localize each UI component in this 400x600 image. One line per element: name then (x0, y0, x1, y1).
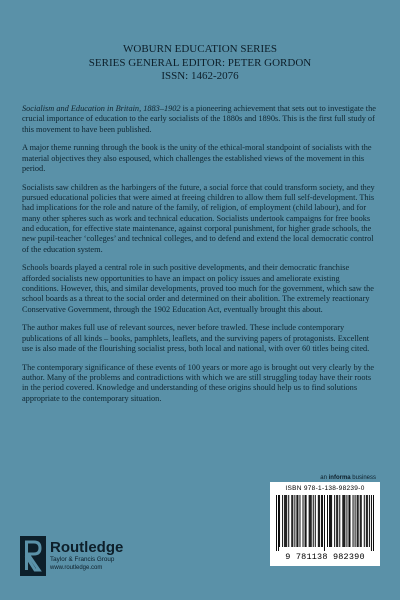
barcode-bar (284, 495, 285, 547)
barcode-bar (358, 495, 359, 547)
publisher-url: www.routledge.com (50, 565, 103, 571)
blurb-paragraph-6: The contemporary significance of these events of 100 years or more ago is brought out very clearly by the author. Many of the problems and contradictions with which we are still struggling today have their roots in the period covered. Knowledge and understanding of these origins should help us to find solutions appropriate to the contemporary situation. (22, 362, 375, 403)
barcode-bar (342, 495, 343, 547)
barcode-bar (364, 495, 365, 547)
blurb-paragraph-1-rest: is a pioneering achievement that sets out to investigate the crucial importance of education to the early socialists of the 1880s and 1890s. This is the first full study of this movement to have been published. (22, 104, 376, 134)
barcode-bar (292, 495, 293, 547)
barcode-digits: 9 781138 982390 (285, 552, 365, 562)
blurb-text (22, 104, 378, 412)
barcode-bar (315, 495, 316, 547)
barcode-bar (310, 495, 311, 547)
barcode-bar (285, 495, 286, 547)
barcode-bar (350, 495, 351, 547)
blurb-paragraph-1 (22, 104, 378, 135)
barcode-bar (309, 495, 310, 547)
barcode-bar (334, 495, 335, 547)
barcode-bar (321, 495, 322, 547)
blurb-paragraph-3: Socialists saw children as the harbingers of the future, a social force that could transform society, and they pursued educational policies that were aimed at freeing children to allow them full self-development. This had implications for the role and nature of the family, of religion, of employment (child labour), and for many other spheres such as work and technical education. Socialists undertook campaigns for free books and education, for effective state maintenance, against corporal punishment, for higher grade schools, the new pupil-teacher ‘colleges’ and technical colleges, and to defend and extend the local democratic control of the education system. (22, 182, 375, 254)
routledge-logo-icon (20, 536, 46, 576)
barcode-bar (339, 495, 340, 547)
series-issn: ISSN: 1462-2076 (161, 70, 239, 82)
barcode-bar (369, 495, 370, 547)
publisher-group: Taylor & Francis Group (50, 556, 115, 563)
barcode-bar (278, 495, 279, 551)
blurb-paragraph-2: A major theme running through the book is the unity of the ethical-moral standpoint of socialists with the material objectives they also espoused, which challenges the established views of the movement in this period. (22, 143, 372, 173)
barcode-bar (291, 495, 292, 547)
publisher-name: Routledge (50, 539, 124, 556)
barcode-bar (303, 495, 304, 547)
barcode-bar (361, 495, 362, 547)
barcode-box (270, 482, 380, 566)
barcode-bar (330, 495, 331, 547)
isbn-label: ISBN 978-1-138-98239-0 (285, 485, 365, 492)
barcode-bar (327, 495, 328, 547)
barcode-bar (336, 495, 337, 547)
barcode-bar (294, 495, 295, 547)
barcode-bar (343, 495, 344, 547)
barcode-bar (331, 495, 332, 547)
barcode-bar (329, 495, 330, 547)
blurb-paragraph-5: The author makes full use of relevant sources, never before trawled. These include contemporary publications of all kinds – books, pamphlets, leaflets, and the surviving papers of protagonists. Excellent use is also made of the flourishing socialist press, both local and national, with over 60 titles being cited. (22, 323, 370, 353)
barcode-bar (353, 495, 354, 547)
barcode-bar (305, 495, 306, 547)
barcode-bar (299, 495, 300, 547)
barcode-bar (296, 495, 297, 547)
series-editor: SERIES GENERAL EDITOR: PETER GORDON (88, 56, 312, 69)
barcode-bar (306, 495, 307, 547)
blurb-paragraph-4: Schools boards played a central role in such positive developments, and their democratic franchise afforded socialists new opportunities to have an impact on policy issues and ameliorate existing conditions. However, this, and similar developments, proved too much for the government, which saw the school boards as a threat to the social order and determined on their abolition. The extremely reactionary Conservative Government, through the 1902 Education Act, eventually brought this about. (22, 263, 374, 314)
series-header (0, 43, 400, 84)
barcode-bar (337, 495, 338, 547)
barcode-bar (297, 495, 298, 547)
barcode-bar (282, 495, 283, 547)
barcode-bar (371, 495, 372, 551)
barcode-bar (355, 495, 356, 547)
barcode-bar (276, 495, 277, 551)
barcode-bar (318, 495, 319, 547)
barcode-bar (366, 495, 367, 547)
barcode-bar (313, 495, 314, 547)
barcode-bar (360, 495, 361, 547)
barcode-bar (322, 495, 323, 547)
barcode-bar (346, 495, 347, 547)
barcode-bar (288, 495, 289, 547)
barcode-bar (357, 495, 358, 547)
barcode-bar (319, 495, 320, 547)
barcode-bar (373, 495, 374, 551)
book-title: Socialism and Education in Britain, 1883–1902 (22, 104, 181, 113)
barcode-bar (348, 495, 349, 547)
informa-business-label: an informa business (320, 475, 376, 481)
publisher-block (50, 540, 123, 572)
series-title: WOBURN EDUCATION SERIES (123, 43, 277, 55)
barcode-icon (276, 495, 374, 551)
barcode-bar (367, 495, 368, 547)
barcode-bar (279, 495, 280, 547)
barcode-bar (344, 495, 345, 547)
barcode-bar (324, 495, 325, 551)
barcode-bar (286, 495, 287, 547)
barcode-bar (311, 495, 312, 547)
